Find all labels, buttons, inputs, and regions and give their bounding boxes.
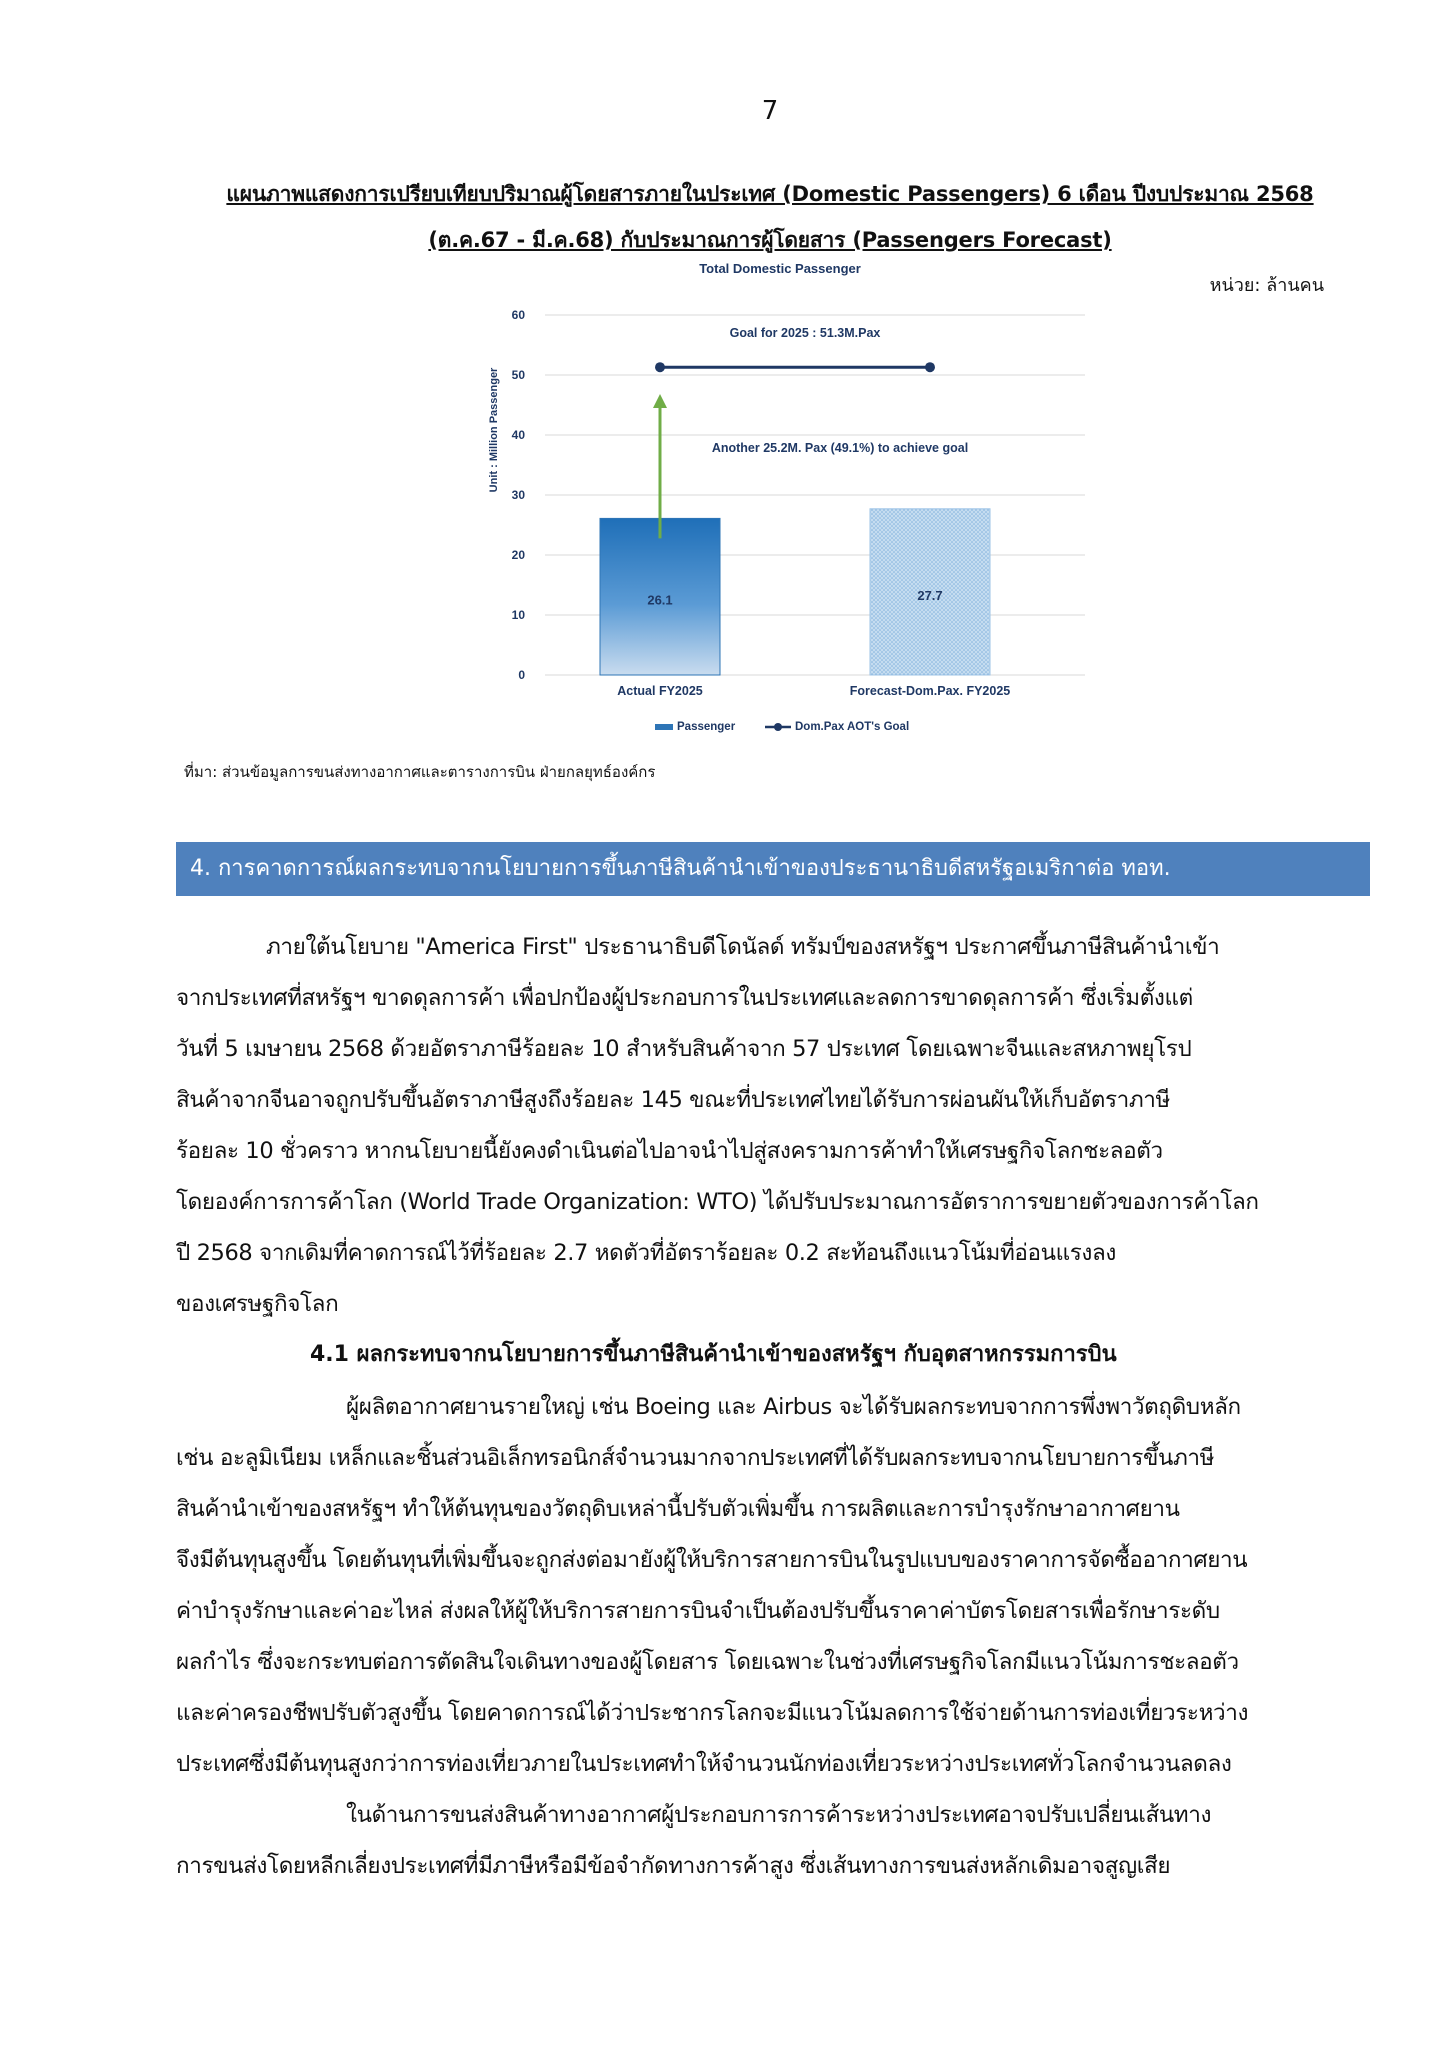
y-tick-label: 0: [518, 668, 525, 682]
paragraph-2-line: ผู้ผลิตอากาศยานรายใหญ่ เช่น Boeing และ Airbus จะได้รับผลกระทบจากการพึ่งพาวัตถุดิบหลัก: [346, 1394, 1241, 1420]
paragraph-1-line: ภายใต้นโยบาย "America First" ประธานาธิบดีโดนัลด์ ทรัมป์ของสหรัฐฯ ประกาศขึ้นภาษีสินค้านำเข้า: [266, 934, 1220, 960]
page-number: 7: [761, 96, 779, 126]
paragraph-1-line: วันที่ 5 เมษายน 2568 ด้วยอัตราภาษีร้อยละ 10 สำหรับสินค้าจาก 57 ประเทศ โดยเฉพาะจีนและสหภาพยุโรป: [176, 1036, 1192, 1062]
y-axis-label: Unit : Million Passenger: [488, 367, 500, 493]
chart-title: Total Domestic Passenger: [699, 261, 861, 276]
goal-annotation: Goal for 2025 : 51.3M.Pax: [729, 326, 881, 341]
y-tick-label: 60: [511, 308, 525, 322]
gap-annotation: Another 25.2M. Pax (49.1%) to achieve goal: [711, 441, 969, 455]
paragraph-2-line: ประเทศซึ่งมีต้นทุนสูงกว่าการท่องเที่ยวภายในประเทศทำให้จำนวนนักท่องเที่ยวระหว่างประเทศทั่วโลกจำนวนลดลง: [176, 1751, 1232, 1777]
goal-point: [925, 362, 935, 372]
paragraph-1-line: ปี 2568 จากเดิมที่คาดการณ์ไว้ที่ร้อยละ 2.7 หดตัวที่อัตราร้อยละ 0.2 สะท้อนถึงแนวโน้มที่อ่อนแรงลง: [176, 1240, 1116, 1266]
paragraph-2-line: ผลกำไร ซึ่งจะกระทบต่อการตัดสินใจเดินทางของผู้โดยสาร โดยเฉพาะในช่วงที่เศรษฐกิจโลกมีแนวโน้มการชะลอตัว: [176, 1649, 1239, 1675]
paragraph-1-line: ของเศรษฐกิจโลก: [176, 1291, 339, 1317]
domestic-passenger-chart: [465, 255, 1105, 745]
paragraph-3-line: การขนส่งโดยหลีกเลี่ยงประเทศที่มีภาษีหรือมีข้อจำกัดทางการค้าสูง ซึ่งเส้นทางการขนส่งหลักเดิมอาจสูญเสีย: [176, 1853, 1171, 1879]
paragraph-2: [176, 1382, 1370, 1790]
paragraph-2-line: สินค้านำเข้าของสหรัฐฯ ทำให้ต้นทุนของวัตถุดิบเหล่านี้ปรับตัวเพิ่มขึ้น การผลิตและการบำรุงรักษาอากาศยาน: [176, 1496, 1180, 1522]
paragraph-2-line: ค่าบำรุงรักษาและค่าอะไหล่ ส่งผลให้ผู้ให้บริการสายการบินจำเป็นต้องปรับขึ้นราคาค่าบัตรโดยสารเพื่อรักษาระดับ: [176, 1598, 1220, 1624]
subheading-4-1: 4.1 ผลกระทบจากนโยบายการขึ้นภาษีสินค้านำเข้าของสหรัฐฯ กับอุตสาหกรรมการบิน: [310, 1342, 1117, 1367]
source-note: ที่มา: ส่วนข้อมูลการขนส่งทางอากาศและตารางการบิน ฝ่ายกลยุทธ์องค์กร: [184, 763, 656, 781]
chart-caption-line2: (ต.ค.67 - มี.ค.68) กับประมาณการผู้โดยสาร (Passengers Forecast): [428, 228, 1112, 252]
unit-label: หน่วย: ล้านคน: [1209, 275, 1324, 296]
paragraph-2-line: และค่าครองชีพปรับตัวสูงขึ้น โดยคาดการณ์ได้ว่าประชากรโลกจะมีแนวโน้มลดการใช้จ่ายด้านการท่องเที่ยวระหว่าง: [176, 1700, 1249, 1726]
legend-label: Dom.Pax AOT's Goal: [795, 721, 910, 733]
paragraph-1-line: ร้อยละ 10 ชั่วคราว หากนโยบายนี้ยังคงดำเนินต่อไปอาจนำไปสู่สงครามการค้าทำให้เศรษฐกิจโลกชะลอตัว: [176, 1138, 1163, 1164]
gap-arrow-head: [653, 394, 667, 408]
paragraph-1-line: จากประเทศที่สหรัฐฯ ขาดดุลการค้า เพื่อปกป้องผู้ประกอบการในประเทศและลดการขาดดุลการค้า ซึ่งเริ่มตั้งแต่: [176, 985, 1193, 1011]
y-tick-label: 30: [511, 488, 525, 502]
paragraph-3: [176, 1790, 1370, 1892]
paragraph-1: [176, 922, 1370, 1330]
chart-caption-line1: แผนภาพแสดงการเปรียบเทียบปริมาณผู้โดยสารภายในประเทศ (Domestic Passengers) 6 เดือน ปีงบประมาณ 2568: [226, 182, 1314, 206]
bar-value-label: 27.7: [917, 588, 943, 604]
section-header: 4. การคาดการณ์ผลกระทบจากนโยบายการขึ้นภาษีสินค้านำเข้าของประธานาธิบดีสหรัฐอเมริกาต่อ ทอท.: [176, 842, 1370, 896]
y-tick-label: 40: [511, 428, 525, 442]
bar-value-label: 26.1: [647, 592, 673, 608]
legend-label: Passenger: [677, 721, 736, 733]
paragraph-2-line: จึงมีต้นทุนสูงขึ้น โดยต้นทุนที่เพิ่มขึ้นจะถูกส่งต่อมายังผู้ให้บริการสายการบินในรูปแบบของราคาการจัดซื้ออากาศยาน: [176, 1547, 1248, 1573]
y-tick-label: 20: [511, 548, 525, 562]
legend-swatch-passenger: [655, 724, 673, 730]
paragraph-3-line: ในด้านการขนส่งสินค้าทางอากาศผู้ประกอบการการค้าระหว่างประเทศอาจปรับเปลี่ยนเส้นทาง: [346, 1802, 1212, 1828]
y-tick-label: 10: [511, 608, 525, 622]
x-tick-label: Forecast-Dom.Pax. FY2025: [849, 684, 1011, 698]
paragraph-1-line: สินค้าจากจีนอาจถูกปรับขึ้นอัตราภาษีสูงถึงร้อยละ 145 ขณะที่ประเทศไทยได้รับการผ่อนผันให้เก็บอัตราภาษี: [176, 1087, 1170, 1113]
x-tick-label: Actual FY2025: [617, 684, 703, 698]
y-tick-label: 50: [511, 368, 525, 382]
paragraph-2-line: เช่น อะลูมิเนียม เหล็กและชิ้นส่วนอิเล็กทรอนิกส์จำนวนมากจากประเทศที่ได้รับผลกระทบจากนโยบายการขึ้นภาษี: [176, 1445, 1215, 1471]
goal-point: [655, 362, 665, 372]
legend-marker-goal: [774, 723, 782, 731]
paragraph-1-line: โดยองค์การการค้าโลก (World Trade Organization: WTO) ได้ปรับประมาณการอัตราการขยายตัวของการค้าโลก: [176, 1189, 1259, 1215]
